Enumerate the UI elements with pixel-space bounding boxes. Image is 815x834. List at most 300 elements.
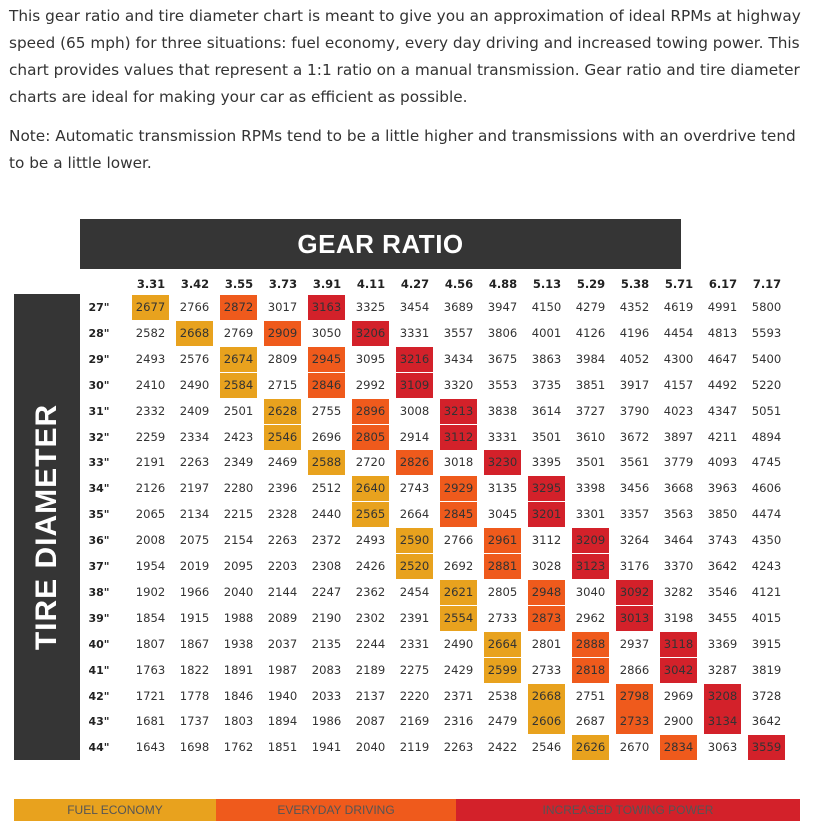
rpm-cell: 3963 (707, 481, 738, 496)
rpm-cell: 4745 (751, 455, 782, 470)
rpm-cell: 3301 (575, 507, 606, 522)
tire-diameter-label: 38" (88, 585, 110, 599)
rpm-cell: 3112 (531, 533, 562, 548)
gear-ratio-header: 4.88 (488, 277, 518, 291)
rpm-cell: 2900 (663, 714, 694, 729)
rpm-cell: 1987 (267, 662, 298, 677)
rpm-cell: 2720 (355, 455, 386, 470)
rpm-cell: 3779 (663, 455, 694, 470)
rpm-cell: 4243 (751, 559, 782, 573)
rpm-cell: 4211 (707, 429, 738, 444)
rpm-cell: 1778 (179, 688, 210, 703)
rpm-cell: 3557 (443, 325, 474, 340)
rpm-cell: 2873 (528, 606, 565, 631)
gear-ratio-banner (80, 219, 681, 269)
rpm-cell: 2628 (264, 399, 301, 424)
rpm-cell: 4093 (707, 455, 738, 470)
rpm-cell: 2134 (179, 507, 210, 522)
rpm-cell: 1954 (135, 559, 166, 573)
rpm-cell: 2040 (223, 584, 254, 599)
rpm-cell: 2263 (179, 455, 210, 470)
rpm-cell: 3369 (707, 636, 738, 651)
rpm-cell: 3331 (399, 325, 430, 340)
rpm-cell: 3398 (575, 481, 606, 496)
rpm-cell: 3282 (663, 584, 694, 599)
rpm-cell: 1867 (179, 636, 210, 651)
rpm-cell: 3563 (663, 507, 694, 522)
tire-diameter-label: 37" (88, 560, 110, 573)
rpm-cell: 2422 (487, 740, 518, 755)
rpm-cell: 3727 (575, 403, 606, 418)
rpm-cell: 3819 (751, 662, 782, 677)
rpm-cell: 2664 (484, 632, 521, 657)
rpm-cell: 2095 (223, 559, 254, 573)
rpm-cell: 3295 (528, 476, 565, 501)
rpm-cell: 2948 (528, 580, 565, 605)
rpm-cell: 3395 (531, 455, 562, 470)
rpm-cell: 3092 (616, 580, 653, 605)
rpm-cell: 2191 (135, 455, 166, 470)
rpm-cell: 2801 (531, 636, 562, 651)
rpm-cell: 2582 (135, 325, 166, 340)
rpm-cell: 3546 (707, 584, 738, 599)
rpm-cell: 2668 (176, 321, 213, 346)
rpm-cell: 2126 (135, 481, 166, 496)
gear-ratio-header: 4.11 (356, 277, 386, 291)
rpm-cell: 2396 (267, 481, 298, 496)
rpm-cell: 3947 (487, 300, 518, 314)
rpm-cell: 2197 (179, 481, 210, 496)
rpm-cell: 3018 (443, 455, 474, 470)
rpm-cell: 1851 (267, 740, 298, 755)
rpm-cell: 2818 (572, 658, 609, 683)
tire-diameter-label: 41" (88, 663, 110, 677)
gear-ratio-header: 3.42 (180, 277, 210, 291)
rpm-cell: 1803 (223, 714, 254, 729)
rpm-cell: 2263 (443, 740, 474, 755)
rpm-cell: 2089 (267, 610, 298, 625)
intro-paragraph: This gear ratio and tire diameter chart is meant to give you an approximation of ideal RPMs at highway speed (65 mph) for three situations: fuel economy, every day driving and increased towing power. This chart provides values that represent a 1:1 ratio on a manual transmission. Gear ratio and tire diameter charts are ideal for making your car as efficient as possible. (9, 7, 801, 106)
tire-diameter-label: 28" (88, 326, 110, 340)
rpm-cell: 2479 (487, 714, 518, 729)
rpm-cell: 3434 (443, 351, 474, 366)
rpm-cell: 3501 (531, 429, 562, 444)
rpm-cell: 3208 (704, 684, 741, 709)
rpm-cell: 1854 (135, 610, 166, 625)
rpm-cell: 2469 (267, 455, 298, 470)
rpm-cell: 3264 (619, 533, 650, 548)
rpm-cell: 1891 (223, 662, 254, 677)
rpm-cell: 2766 (443, 533, 474, 548)
legend-everyday-driving-label: EVERYDAY DRIVING (277, 803, 395, 817)
rpm-cell: 2766 (179, 300, 210, 314)
tire-diameter-label: 39" (88, 611, 110, 625)
rpm-cell: 2588 (308, 450, 345, 475)
tire-diameter-label: 40" (88, 637, 110, 651)
rpm-cell: 4894 (751, 429, 782, 444)
rpm-cell: 2302 (355, 610, 386, 625)
rpm-cell: 3850 (707, 507, 738, 522)
rpm-cell: 4606 (751, 481, 782, 496)
rpm-cell: 3897 (663, 429, 694, 444)
rpm-cell: 2687 (575, 714, 606, 729)
rpm-cell: 2362 (355, 584, 386, 599)
rpm-cell: 2490 (443, 636, 474, 651)
rpm-cell: 3610 (575, 429, 606, 444)
rpm-cell: 3642 (707, 559, 738, 573)
rpm-cell: 2798 (616, 684, 653, 709)
gear-ratio-header: 4.27 (400, 277, 430, 291)
rpm-cell: 2881 (484, 554, 521, 579)
rpm-cell: 3454 (399, 300, 430, 314)
rpm-cell: 4300 (663, 351, 694, 366)
gear-ratio-header: 3.31 (136, 277, 166, 291)
rpm-cell: 1822 (179, 662, 210, 677)
rpm-cell: 3325 (355, 300, 386, 314)
rpm-cell: 3668 (663, 481, 694, 496)
note-paragraph: Note: Automatic transmission RPMs tend to be a little higher and transmissions with an overdrive tend to be a little lower. (9, 127, 796, 172)
rpm-cell: 2371 (443, 688, 474, 703)
tire-diameter-label: 31" (88, 404, 110, 418)
rpm-cell: 1988 (223, 610, 254, 625)
rpm-cell: 2888 (572, 632, 609, 657)
rpm-cell: 2845 (440, 502, 477, 527)
rpm-cell: 4126 (575, 325, 606, 340)
rpm-cell: 3112 (440, 425, 477, 450)
legend-towing-power (456, 799, 800, 821)
rpm-cell: 2203 (267, 559, 298, 573)
rpm-cell: 2501 (223, 403, 254, 418)
rpm-cell: 2520 (396, 554, 433, 579)
rpm-cell: 3198 (663, 610, 694, 625)
rpm-cell: 3561 (619, 455, 650, 470)
rpm-cell: 2075 (179, 533, 210, 548)
rpm-cell: 2755 (311, 403, 342, 418)
rpm-cell: 2546 (264, 425, 301, 450)
rpm-cell: 2992 (355, 377, 386, 392)
rpm-cell: 2308 (311, 559, 342, 573)
rpm-cell: 2316 (443, 714, 474, 729)
rpm-cell: 2008 (135, 533, 166, 548)
rpm-cell: 2189 (355, 662, 386, 677)
rpm-cell: 1941 (311, 740, 342, 755)
rpm-cell: 2391 (399, 610, 430, 625)
rpm-cell: 2331 (399, 636, 430, 651)
rpm-cell: 1698 (179, 740, 210, 755)
rpm-cell: 5400 (751, 351, 782, 366)
rpm-cell: 3456 (619, 481, 650, 496)
rpm-cell: 1681 (135, 714, 166, 729)
rpm-cell: 1894 (267, 714, 298, 729)
rpm-cell: 1902 (135, 584, 166, 599)
rpm-cell: 5800 (751, 300, 782, 314)
rpm-cell: 2896 (352, 399, 389, 424)
rpm-cell: 4023 (663, 403, 694, 418)
rpm-cell: 2154 (223, 533, 254, 548)
gear-ratio-header: 7.17 (752, 277, 782, 291)
rpm-cell: 3134 (704, 709, 741, 734)
gear-ratio-header: 5.71 (664, 277, 694, 291)
rpm-cell: 2426 (355, 559, 386, 573)
intro-text (9, 3, 809, 177)
rpm-cell: 3118 (660, 632, 697, 657)
rpm-cell: 2087 (355, 714, 386, 729)
rpm-cell: 3135 (487, 481, 518, 496)
rpm-cell: 2144 (267, 584, 298, 599)
legend-fuel-economy-label: FUEL ECONOMY (67, 803, 163, 817)
gear-ratio-header: 5.29 (576, 277, 606, 291)
rpm-cell: 1938 (223, 636, 254, 651)
gear-ratio-header: 3.73 (268, 277, 298, 291)
rpm-cell: 2328 (267, 507, 298, 522)
rpm-cell: 2065 (135, 507, 166, 522)
rpm-cell: 2733 (487, 610, 518, 625)
gear-ratio-header: 3.55 (224, 277, 254, 291)
rpm-cell: 2805 (352, 425, 389, 450)
rpm-cell: 4196 (619, 325, 650, 340)
rpm-cell: 3042 (660, 658, 697, 683)
rpm-cell: 2664 (399, 507, 430, 522)
tire-diameter-label: 35" (88, 508, 110, 522)
rpm-cell: 2909 (264, 321, 301, 346)
tire-diameter-title: TIRE DIAMETER (30, 403, 63, 651)
rpm-cell: 2037 (267, 636, 298, 651)
tire-diameter-label: 33" (88, 456, 110, 470)
rpm-cell: 2019 (179, 559, 210, 573)
rpm-cell: 5051 (751, 403, 782, 418)
rpm-cell: 2275 (399, 662, 430, 677)
rpm-cell: 3642 (751, 714, 782, 729)
rpm-cell: 2826 (396, 450, 433, 475)
rpm-cell: 3045 (487, 507, 518, 522)
rpm-cell: 4454 (663, 325, 694, 340)
rpm-cell: 4279 (575, 300, 606, 314)
rpm-cell: 2969 (663, 688, 694, 703)
rpm-cell: 3464 (663, 533, 694, 548)
rpm-cell: 2621 (440, 580, 477, 605)
tire-diameter-label: 34" (88, 482, 110, 496)
rpm-cell: 2668 (528, 684, 565, 709)
legend-fuel-economy (14, 799, 216, 821)
rpm-cell: 2033 (311, 688, 342, 703)
rpm-cell: 3559 (748, 735, 785, 760)
rpm-cell: 2410 (135, 377, 166, 392)
rpm-cell: 2626 (572, 735, 609, 760)
rpm-cell: 4474 (751, 507, 782, 522)
tire-diameter-sidebar (14, 294, 80, 760)
tire-diameter-label: 44" (88, 741, 110, 755)
rpm-cell: 1807 (135, 636, 166, 651)
gear-ratio-header: 3.91 (312, 277, 342, 291)
rpm-cell: 2083 (311, 662, 342, 677)
rpm-cell: 3287 (707, 662, 738, 677)
rpm-cell: 3213 (440, 399, 477, 424)
rpm-cell: 2247 (311, 584, 342, 599)
rpm-cell: 2751 (575, 688, 606, 703)
rpm-cell: 2914 (399, 429, 430, 444)
rpm-cell: 1643 (135, 740, 166, 755)
rpm-cell: 2670 (619, 740, 650, 755)
rpm-cell: 2169 (399, 714, 430, 729)
rpm-cell: 2961 (484, 528, 521, 553)
rpm-cell: 2215 (223, 507, 254, 522)
rpm-cell: 2872 (220, 295, 257, 320)
rpm-cell: 2584 (220, 373, 257, 398)
gear-ratio-header: 5.38 (620, 277, 650, 291)
gear-ratio-header: 5.13 (532, 277, 562, 291)
rpm-cell: 2244 (355, 636, 386, 651)
rpm-cell: 2769 (223, 325, 254, 340)
rpm-cell: 2372 (311, 533, 342, 548)
rpm-cell: 3013 (616, 606, 653, 631)
rpm-cell: 2135 (311, 636, 342, 651)
rpm-cell: 3735 (531, 377, 562, 392)
rpm-cell: 3206 (352, 321, 389, 346)
rpm-cell: 2493 (355, 533, 386, 548)
rpm-cell: 1763 (135, 662, 166, 677)
gear-ratio-header: 4.56 (444, 277, 474, 291)
rpm-cell: 3553 (487, 377, 518, 392)
rpm-cell: 1846 (223, 688, 254, 703)
rpm-cell: 3063 (707, 740, 738, 755)
tire-diameter-label: 32" (88, 430, 110, 444)
rpm-cell: 2454 (399, 584, 430, 599)
rpm-cell: 2349 (223, 455, 254, 470)
rpm-cell: 3320 (443, 377, 474, 392)
rpm-cell: 3851 (575, 377, 606, 392)
tire-diameter-label: 43" (88, 715, 110, 729)
rpm-cell: 2190 (311, 610, 342, 625)
rpm-cell: 4991 (707, 300, 738, 314)
rpm-cell: 3201 (528, 502, 565, 527)
rpm-cell: 2929 (440, 476, 477, 501)
legend-towing-power-label: INCREASED TOWING POWER (542, 803, 714, 817)
rpm-cell: 2640 (352, 476, 389, 501)
rpm-cell: 1737 (179, 714, 210, 729)
rpm-cell: 2606 (528, 709, 565, 734)
rpm-cell: 3050 (311, 325, 342, 340)
rpm-cell: 3209 (572, 528, 609, 553)
rpm-cell: 3017 (267, 300, 298, 314)
rpm-cell: 2846 (308, 373, 345, 398)
rpm-cell: 3917 (619, 377, 650, 392)
rpm-cell: 3806 (487, 325, 518, 340)
rpm-cell: 2962 (575, 610, 606, 625)
rpm-cell: 5593 (751, 325, 782, 340)
rpm-cell: 3176 (619, 559, 650, 573)
rpm-cell: 2040 (355, 740, 386, 755)
rpm-cell: 2490 (179, 377, 210, 392)
rpm-cell: 3008 (399, 403, 430, 418)
rpm-cell: 3675 (487, 351, 518, 366)
rpm-cell: 4015 (751, 610, 782, 625)
rpm-cell: 2677 (132, 295, 169, 320)
rpm-cell: 2409 (179, 403, 210, 418)
rpm-cell: 1966 (179, 584, 210, 599)
rpm-cell: 4352 (619, 300, 650, 314)
rpm-cell: 1915 (179, 610, 210, 625)
rpm-cell: 3370 (663, 559, 694, 573)
rpm-cell: 2332 (135, 403, 166, 418)
rpm-cell: 3230 (484, 450, 521, 475)
rpm-cell: 3501 (575, 455, 606, 470)
rpm-cell: 1986 (311, 714, 342, 729)
rpm-cell: 2733 (616, 709, 653, 734)
tire-diameter-label: 29" (88, 352, 110, 366)
rpm-cell: 1721 (135, 688, 166, 703)
rpm-cell: 4150 (531, 300, 562, 314)
rpm-cell: 2809 (267, 351, 298, 366)
rpm-cell: 3838 (487, 403, 518, 418)
rpm-cell: 2512 (311, 481, 342, 496)
gear-ratio-title: GEAR RATIO (297, 228, 464, 259)
tire-diameter-label: 30" (88, 378, 110, 392)
rpm-cell: 3689 (443, 300, 474, 314)
rpm-cell: 3984 (575, 351, 606, 366)
rpm-cell: 2440 (311, 507, 342, 522)
rpm-cell: 2834 (660, 735, 697, 760)
rpm-cell: 3028 (531, 559, 562, 573)
rpm-cell: 2429 (443, 662, 474, 677)
rpm-cell: 3672 (619, 429, 650, 444)
rpm-cell: 3790 (619, 403, 650, 418)
rpm-cell: 2937 (619, 636, 650, 651)
rpm-cell: 4052 (619, 351, 650, 366)
rpm-cell: 2715 (267, 377, 298, 392)
rpm-cell: 3357 (619, 507, 650, 522)
tire-diameter-label: 27" (88, 301, 110, 314)
rpm-cell: 3216 (396, 347, 433, 372)
rpm-cell: 2334 (179, 429, 210, 444)
gear-ratio-header: 6.17 (708, 277, 738, 291)
rpm-cell: 4001 (531, 325, 562, 340)
rpm-cell: 2945 (308, 347, 345, 372)
rpm-cell: 3123 (572, 554, 609, 579)
rpm-cell: 3614 (531, 403, 562, 418)
rpm-cell: 2259 (135, 429, 166, 444)
rpm-cell: 2119 (399, 740, 430, 755)
rpm-cell: 3728 (751, 688, 782, 703)
rpm-cell: 5220 (751, 377, 782, 392)
rpm-cell: 2866 (619, 662, 650, 677)
rpm-cell: 4121 (751, 584, 782, 599)
tire-diameter-label: 42" (88, 689, 110, 703)
tire-diameter-label: 36" (88, 534, 110, 548)
rpm-cell: 4492 (707, 377, 738, 392)
rpm-cell: 4347 (707, 403, 738, 418)
rpm-cell: 2805 (487, 584, 518, 599)
rpm-cell: 2263 (267, 533, 298, 548)
rpm-cell: 4157 (663, 377, 694, 392)
rpm-cell: 2743 (399, 481, 430, 496)
rpm-cell: 1940 (267, 688, 298, 703)
rpm-cell: 3109 (396, 373, 433, 398)
rpm-cell: 2280 (223, 481, 254, 496)
rpm-cell: 4350 (751, 533, 782, 548)
rpm-cell: 3163 (308, 295, 345, 320)
rpm-cell: 3455 (707, 610, 738, 625)
rpm-cell: 2493 (135, 351, 166, 366)
rpm-cell: 2733 (531, 662, 562, 677)
rpm-cell: 3915 (751, 636, 782, 651)
rpm-cell: 2565 (352, 502, 389, 527)
rpm-cell: 3863 (531, 351, 562, 366)
rpm-cell: 2590 (396, 528, 433, 553)
rpm-cell: 2554 (440, 606, 477, 631)
rpm-cell: 3040 (575, 584, 606, 599)
rpm-cell: 2137 (355, 688, 386, 703)
rpm-cell: 4813 (707, 325, 738, 340)
